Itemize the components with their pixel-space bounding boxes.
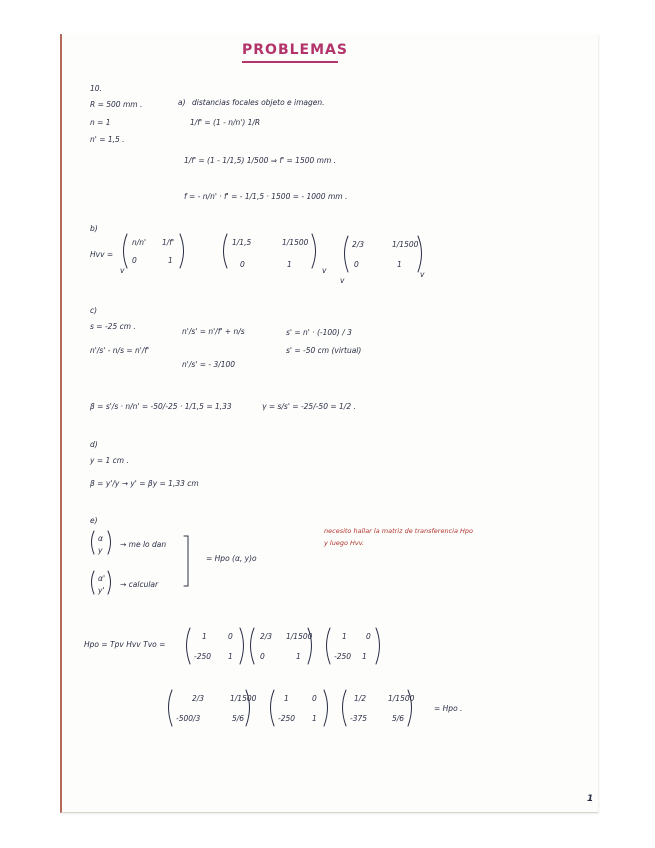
part-a-formula2: 1/f' = (1 - 1/1,5) 1/500 ⇒ f' = 1500 mm .: [184, 156, 337, 165]
r1-c: -500/3: [176, 714, 201, 723]
given-n: n = 1: [90, 118, 111, 127]
vec2-top: α': [98, 574, 106, 583]
part-a-label: a): [178, 98, 186, 107]
part-c-eq5: s' = -50 cm (virtual): [286, 346, 362, 355]
part-c-beta: β = s'/s · n/n' = -50/-25 · 1/1,5 = 1,33: [90, 402, 232, 411]
part-c-label: c): [90, 306, 98, 315]
part-a-formula3: f = - n/n' · f' = - 1/1,5 · 1500 = - 1000 mm .: [184, 192, 348, 201]
part-d-y: y = 1 cm .: [90, 456, 129, 465]
given-radius: R = 500 mm .: [90, 100, 143, 109]
mat2-a: 1/1,5: [232, 238, 252, 247]
t2-d: 1: [296, 652, 301, 661]
part-a-formula1: 1/f' = (1 - n/n') 1/R: [190, 118, 261, 127]
math-brackets: [62, 34, 598, 812]
t3-b: 0: [366, 632, 371, 641]
t1-b: 0: [228, 632, 233, 641]
t2-c: 0: [260, 652, 265, 661]
part-c-eq1: n'/s' = n'/f' + n/s: [182, 327, 245, 336]
problem-number: 10.: [90, 84, 102, 93]
t1-d: 1: [228, 652, 233, 661]
mat2-b: 1/1500: [282, 238, 309, 247]
r1-b: 1/1500: [230, 694, 257, 703]
notebook-page: [60, 34, 598, 813]
r2-a: 1: [284, 694, 289, 703]
note-line1: necesito hallar la matriz de transferencia Hpo: [324, 527, 473, 535]
mat3-c: 0: [354, 260, 359, 269]
vec-relation: = Hpo (α, y)o: [206, 554, 257, 563]
part-c-eq2: n'/s' - n/s = n'/f': [90, 346, 150, 355]
part-a-text: distancias focales objeto e imagen.: [192, 98, 325, 107]
r2-d: 1: [312, 714, 317, 723]
part-c-eq4: s' = n' · (-100) / 3: [286, 328, 352, 337]
r3-a: 1/2: [354, 694, 367, 703]
page-title: PROBLEMAS: [242, 42, 348, 58]
t3-c: -250: [334, 652, 352, 661]
result-hpo: = Hpo .: [434, 704, 463, 713]
mat1-a: n/n': [132, 238, 147, 247]
vec1-top: α: [98, 534, 103, 543]
hpo-equation: Hpo = Tpv Hvv Tvo =: [84, 640, 166, 649]
mat2-sub: v: [322, 266, 327, 275]
part-c-eq3: n'/s' = - 3/100: [182, 360, 236, 369]
part-b-label: b): [90, 224, 98, 233]
t3-d: 1: [362, 652, 367, 661]
mat3-sub: v: [340, 276, 345, 285]
t2-a: 2/3: [260, 632, 273, 641]
vec2-bottom: y': [98, 586, 105, 595]
note-line2: y luego Hvv.: [324, 539, 365, 547]
mat1-c: 0: [132, 256, 137, 265]
mat3-d: 1: [397, 260, 402, 269]
vec1-bottom: y: [98, 546, 103, 555]
mat3-sub2: v: [420, 270, 425, 279]
page-number: 1: [587, 794, 594, 804]
mat3-b: 1/1500: [392, 240, 419, 249]
mat2-c: 0: [240, 260, 245, 269]
r1-a: 2/3: [192, 694, 205, 703]
r2-b: 0: [312, 694, 317, 703]
vec2-text: → calcular: [120, 580, 159, 589]
r3-d: 5/6: [392, 714, 405, 723]
r3-b: 1/1500: [388, 694, 415, 703]
part-c-gamma: γ = s/s' = -25/-50 = 1/2 .: [262, 402, 356, 411]
mat1-d: 1: [168, 256, 173, 265]
part-d-beta: β = y'/y → y' = βy = 1,33 cm: [90, 479, 199, 488]
r3-c: -375: [350, 714, 368, 723]
part-c-s: s = -25 cm .: [90, 322, 136, 331]
r2-c: -250: [278, 714, 296, 723]
mat1-b: 1/f': [162, 238, 175, 247]
mat3-a: 2/3: [352, 240, 365, 249]
vec1-text: → me lo dan: [120, 540, 167, 549]
part-e-label: e): [90, 516, 98, 525]
t1-a: 1: [202, 632, 207, 641]
part-d-label: d): [90, 440, 98, 449]
mat1-sub: v: [120, 266, 125, 275]
r1-d: 5/6: [232, 714, 245, 723]
given-n-prime: n' = 1,5 .: [90, 135, 125, 144]
t1-c: -250: [194, 652, 212, 661]
part-b-lhs: Hvv =: [90, 250, 114, 259]
t2-b: 1/1500: [286, 632, 313, 641]
t3-a: 1: [342, 632, 347, 641]
mat2-d: 1: [287, 260, 292, 269]
